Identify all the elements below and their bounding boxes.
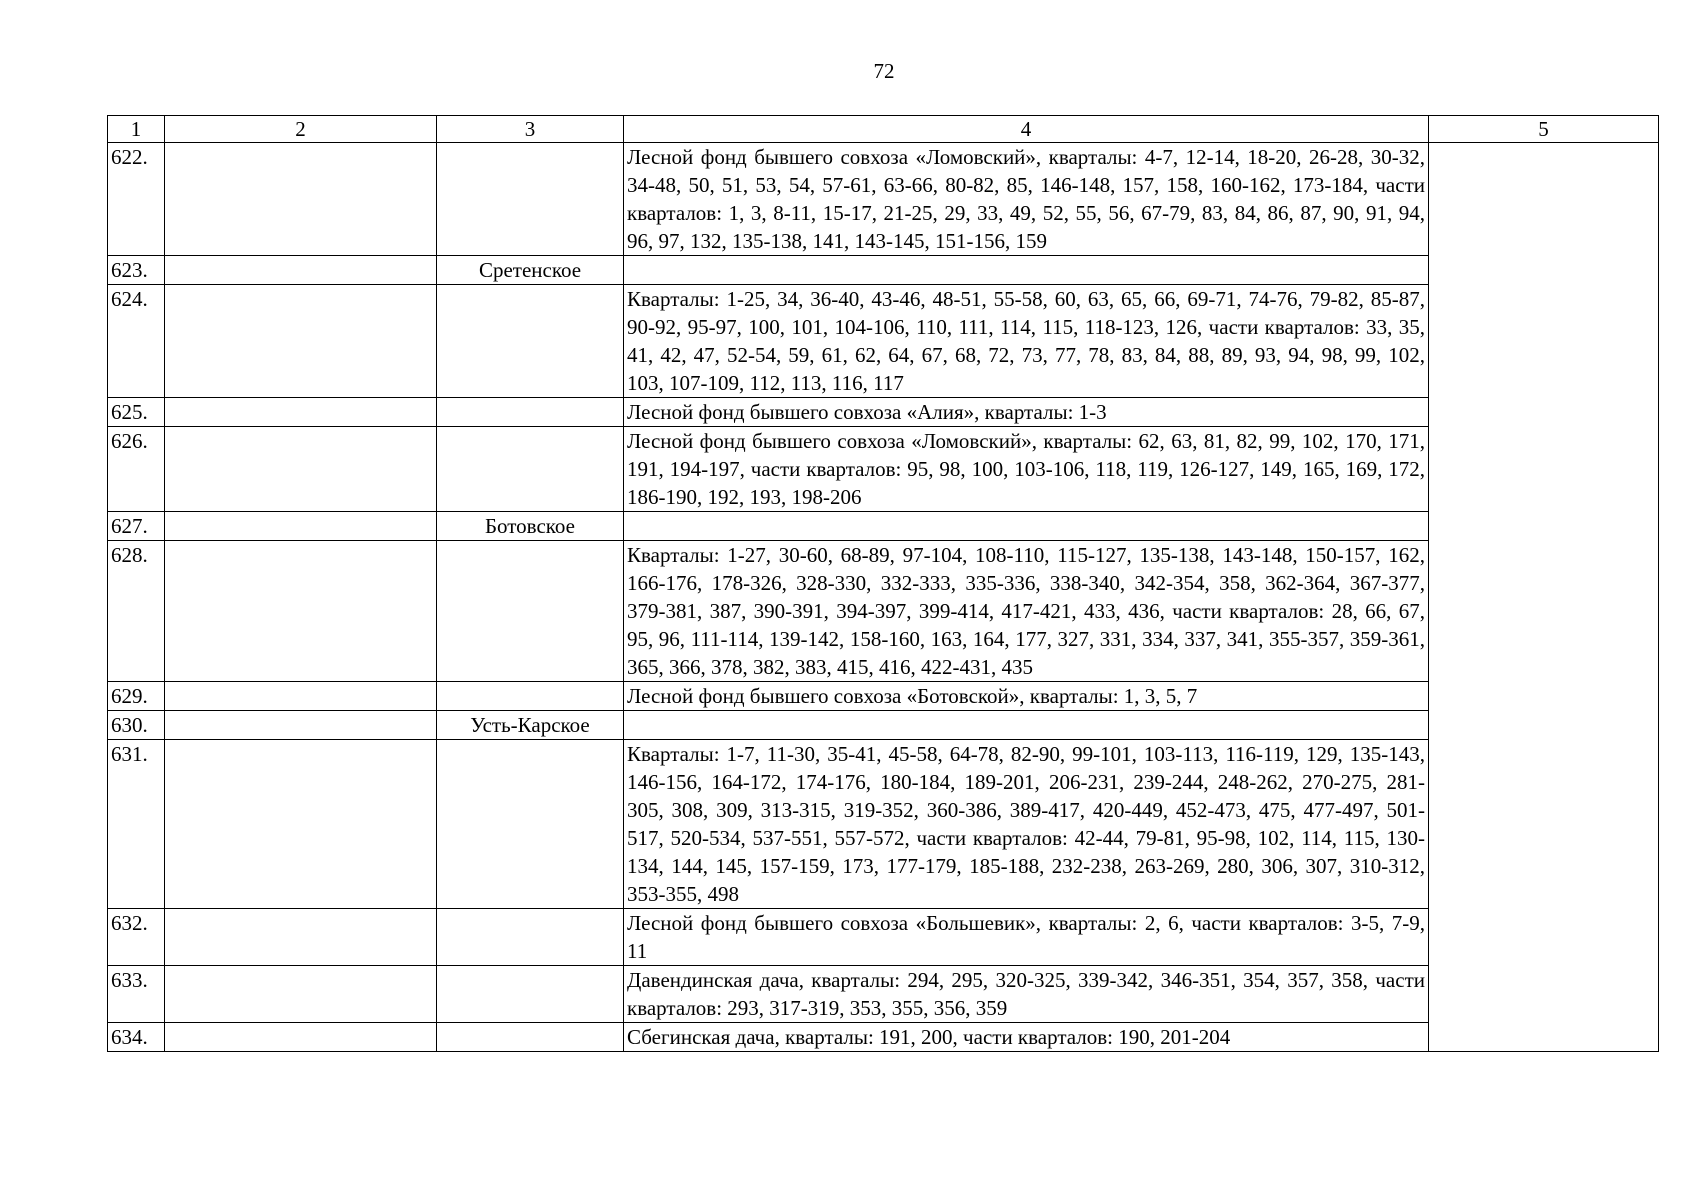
row-description: Кварталы: 1-25, 34, 36-40, 43-46, 48-51, 55-58, 60, 63, 65, 66, 69-71, 74-76, 79-82, 85-87, 90-92, 95-97, 100, 101, 104-106, 110, 111, 114, 115, 118-123, 126, части кварталов: 33, 35, 41, 42, 47, 52-54, 59, 61, 62, 64, 67, 68, 72, 73, 77, 78, 83, 84, 88, 89, 93, 94, 98, 99, 102, 103, 107-109, 112, 113, 116, 117: [624, 285, 1429, 398]
row-col2: [165, 285, 437, 398]
row-number: 634.: [108, 1023, 165, 1052]
row-col2: [165, 909, 437, 966]
table-row: [108, 1023, 1659, 1052]
row-place: Ботовское: [437, 512, 624, 541]
row-col2: [165, 398, 437, 427]
row-description: Давендинская дача, кварталы: 294, 295, 320-325, 339-342, 346-351, 354, 357, 358, части кварталов: 293, 317-319, 353, 355, 356, 359: [624, 966, 1429, 1023]
row-place: [437, 143, 624, 256]
table-row: [108, 541, 1659, 682]
row-col2: [165, 427, 437, 512]
row-col2: [165, 682, 437, 711]
table-row: [108, 909, 1659, 966]
table-row: [108, 740, 1659, 909]
row-place: [437, 398, 624, 427]
row-description: Сбегинская дача, кварталы: 191, 200, части кварталов: 190, 201-204: [624, 1023, 1429, 1052]
row-number: 631.: [108, 740, 165, 909]
row-col2: [165, 711, 437, 740]
table-row: [108, 682, 1659, 711]
table-row: [108, 966, 1659, 1023]
row-number: 628.: [108, 541, 165, 682]
row-place: [437, 682, 624, 711]
table-row: [108, 398, 1659, 427]
row-number: 623.: [108, 256, 165, 285]
row-col2: [165, 1023, 437, 1052]
table-row: [108, 512, 1659, 541]
row-place: [437, 740, 624, 909]
row-description: Лесной фонд бывшего совхоза «Большевик», кварталы: 2, 6, части кварталов: 3-5, 7-9, 11: [624, 909, 1429, 966]
table-row: [108, 285, 1659, 398]
row-col2: [165, 740, 437, 909]
column-header-1: 1: [108, 116, 165, 143]
row-description: Лесной фонд бывшего совхоза «Ботовской», кварталы: 1, 3, 5, 7: [624, 682, 1429, 711]
table-row: [108, 256, 1659, 285]
table-row: [108, 427, 1659, 512]
column-header-3: 3: [437, 116, 624, 143]
row-number: 633.: [108, 966, 165, 1023]
row-number: 632.: [108, 909, 165, 966]
row-number: 626.: [108, 427, 165, 512]
page-number: 72: [873, 59, 895, 83]
column-5-cell: [1429, 143, 1659, 1052]
table-row: [108, 711, 1659, 740]
row-description: [624, 512, 1429, 541]
column-header-2: 2: [165, 116, 437, 143]
row-place: [437, 966, 624, 1023]
header-row: [108, 116, 1659, 143]
column-header-4: 4: [624, 116, 1429, 143]
row-col2: [165, 256, 437, 285]
row-place: Усть-Карское: [437, 711, 624, 740]
row-place: [437, 1023, 624, 1052]
row-number: 629.: [108, 682, 165, 711]
row-col2: [165, 541, 437, 682]
row-number: 624.: [108, 285, 165, 398]
row-description: [624, 711, 1429, 740]
row-col2: [165, 143, 437, 256]
row-number: 630.: [108, 711, 165, 740]
row-place: [437, 909, 624, 966]
row-description: Лесной фонд бывшего совхоза «Ломовский», кварталы: 4-7, 12-14, 18-20, 26-28, 30-32, 34-48, 50, 51, 53, 54, 57-61, 63-66, 80-82, 85, 146-148, 157, 158, 160-162, 173-184, части кварталов: 1, 3, 8-11, 15-17, 21-25, 29, 33, 49, 52, 55, 56, 67-79, 83, 84, 86, 87, 90, 91, 94, 96, 97, 132, 135-138, 141, 143-145, 151-156, 159: [624, 143, 1429, 256]
row-place: [437, 285, 624, 398]
row-description: Лесной фонд бывшего совхоза «Алия», кварталы: 1-3: [624, 398, 1429, 427]
row-place: Сретенское: [437, 256, 624, 285]
column-header-5: 5: [1429, 116, 1659, 143]
row-description: Кварталы: 1-27, 30-60, 68-89, 97-104, 108-110, 115-127, 135-138, 143-148, 150-157, 162, 166-176, 178-326, 328-330, 332-333, 335-336, 338-340, 342-354, 358, 362-364, 367-377, 379-381, 387, 390-391, 394-397, 399-414, 417-421, 433, 436, части кварталов: 28, 66, 67, 95, 96, 111-114, 139-142, 158-160, 163, 164, 177, 327, 331, 334, 337, 341, 355-357, 359-361, 365, 366, 378, 382, 383, 415, 416, 422-431, 435: [624, 541, 1429, 682]
row-description: Лесной фонд бывшего совхоза «Ломовский», кварталы: 62, 63, 81, 82, 99, 102, 170, 171, 191, 194-197, части кварталов: 95, 98, 100, 103-106, 118, 119, 126-127, 149, 165, 169, 172, 186-190, 192, 193, 198-206: [624, 427, 1429, 512]
row-number: 627.: [108, 512, 165, 541]
row-description: [624, 256, 1429, 285]
row-description: Кварталы: 1-7, 11-30, 35-41, 45-58, 64-78, 82-90, 99-101, 103-113, 116-119, 129, 135-143, 146-156, 164-172, 174-176, 180-184, 189-201, 206-231, 239-244, 248-262, 270-275, 281-305, 308, 309, 313-315, 319-352, 360-386, 389-417, 420-449, 452-473, 475, 477-497, 501-517, 520-534, 537-551, 557-572, части кварталов: 42-44, 79-81, 95-98, 102, 114, 115, 130-134, 144, 145, 157-159, 173, 177-179, 185-188, 232-238, 263-269, 280, 306, 307, 310-312, 353-355, 498: [624, 740, 1429, 909]
register-table: [107, 115, 1659, 1052]
row-place: [437, 427, 624, 512]
row-number: 622.: [108, 143, 165, 256]
row-place: [437, 541, 624, 682]
row-col2: [165, 966, 437, 1023]
row-col2: [165, 512, 437, 541]
table-row: [108, 143, 1659, 256]
row-number: 625.: [108, 398, 165, 427]
